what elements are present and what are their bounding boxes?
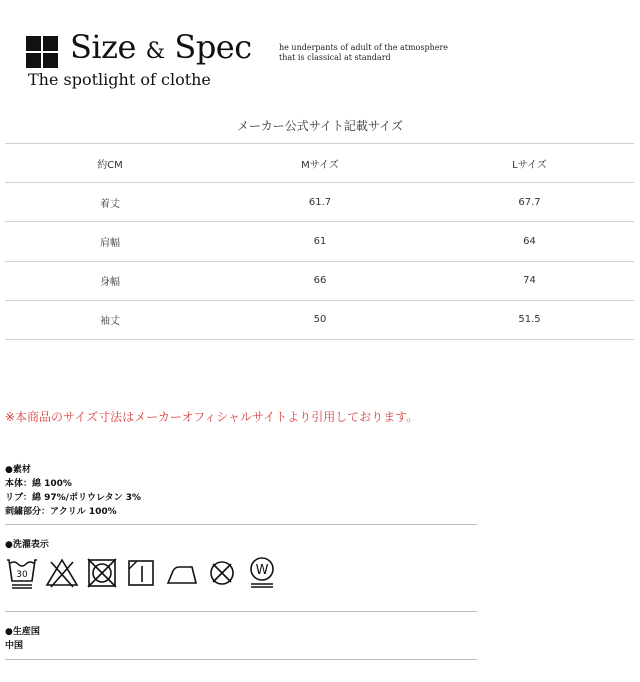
care-heading: ●洗濯表示	[5, 540, 49, 550]
origin-heading: ●生産国	[5, 627, 40, 637]
table-cell: 51.5	[518, 314, 541, 326]
no-bleach-icon	[45, 554, 79, 590]
no-dry-clean-icon	[205, 554, 239, 590]
table-header-row	[5, 144, 634, 183]
size-table-caption: メーカー公式サイト記載サイズ	[237, 119, 403, 133]
origin-value: 中国	[5, 641, 24, 651]
material-line: 本体：綿 100%	[5, 479, 72, 489]
iron-low-icon	[165, 554, 199, 590]
table-row	[5, 183, 634, 222]
logo-note-line: he underpants of adult of the atmosphere	[279, 43, 449, 52]
table-row	[5, 222, 634, 261]
column-header: 約CM	[97, 159, 123, 171]
table-cell: 袖丈	[100, 316, 120, 328]
table-cell: 50	[313, 314, 327, 326]
section-divider	[5, 524, 477, 525]
logo-note-line: that is classical at standard	[279, 53, 391, 62]
size-table	[5, 143, 634, 340]
table-row	[5, 261, 634, 300]
logo-title-amp: &	[145, 39, 165, 64]
logo-title	[70, 28, 252, 66]
table-cell: 64	[523, 235, 536, 247]
no-tumble-dry-icon	[85, 554, 119, 590]
table-cell: 肩幅	[100, 237, 120, 249]
wet-clean-letter: W	[255, 563, 269, 578]
table-cell: 61	[313, 235, 327, 247]
wet-clean-w-icon	[245, 554, 279, 590]
table-cell: 67.7	[518, 196, 541, 208]
care-symbols	[5, 553, 285, 591]
table-cell: 身幅	[100, 277, 120, 289]
section-divider	[5, 659, 477, 660]
material-line: リブ：綿 97%/ポリウレタン 3%	[5, 493, 142, 503]
logo-title-main: Size	[70, 28, 136, 66]
table-row	[5, 300, 634, 339]
column-header: Lサイズ	[512, 159, 547, 171]
table-cell: 着丈	[100, 198, 120, 210]
wash-temp-label: 30	[16, 570, 28, 580]
section-divider	[5, 611, 477, 612]
logo-note	[279, 43, 448, 63]
table-cell: 61.7	[308, 196, 332, 208]
table-cell: 74	[523, 275, 536, 287]
table-cell: 66	[313, 275, 327, 287]
logo-title-end: Spec	[174, 28, 252, 66]
material-line: 刺繍部分：アクリル 100%	[5, 507, 117, 517]
logo-subtitle: The spotlight of clothe	[28, 70, 211, 89]
size-source-notice: ※本商品のサイズ寸法はメーカーオフィシャルサイトより引用しております。	[5, 410, 419, 424]
material-heading: ●素材	[5, 465, 31, 475]
column-header: Mサイズ	[301, 159, 339, 171]
line-dry-shade-icon	[125, 554, 159, 590]
logo-mark	[26, 36, 58, 68]
wash-30-icon	[5, 554, 39, 590]
